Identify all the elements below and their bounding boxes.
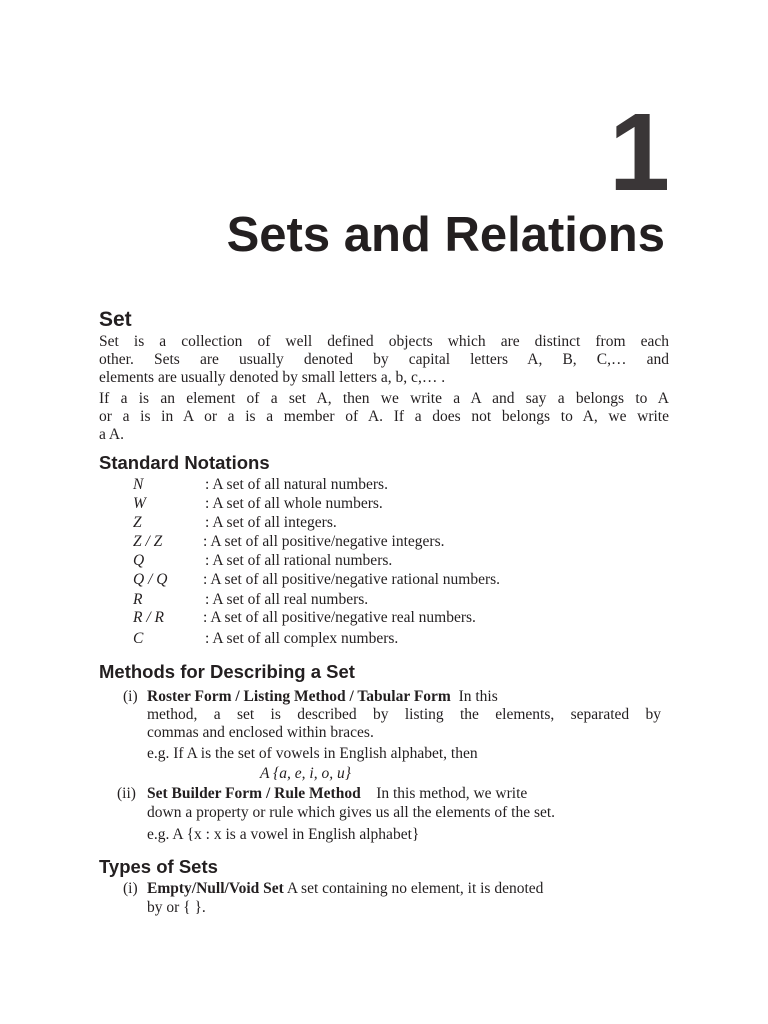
roster-example: e.g. If A is the set of vowels in English alphabet, then <box>147 745 478 762</box>
notation-description: : A set of all positive/negative real numbers. <box>203 609 476 626</box>
roster-formula: A {a, e, i, o, u} <box>260 765 351 782</box>
notation-symbol: Q / Q <box>133 571 168 588</box>
chapter-title: Sets and Relations <box>226 208 665 262</box>
set-builder-line <box>147 785 527 803</box>
notation-description: : A set of all real numbers. <box>205 591 369 608</box>
chapter-number: 1 <box>608 91 666 214</box>
notation-description: : A set of all positive/negative rational numbers. <box>203 571 501 588</box>
section-heading-methods: Methods for Describing a Set <box>99 661 355 682</box>
paragraph-line: Set is a collection of well defined objects which are distinct from each <box>99 333 669 350</box>
notation-description: : A set of all rational numbers. <box>205 552 393 569</box>
notation-symbol: C <box>133 630 144 647</box>
paragraph-line: commas and enclosed within braces. <box>147 724 374 742</box>
notation-symbol: Z / Z <box>133 533 163 550</box>
set-builder-example: e.g. A {x : x is a vowel in English alphabet} <box>147 826 420 843</box>
list-numeral: (i) <box>123 688 138 705</box>
set-builder-text-line: down a property or rule which gives us all the elements of the set. <box>147 804 556 821</box>
notation-symbol: W <box>133 495 146 512</box>
section-heading-set: Set <box>99 308 132 331</box>
list-numeral: (i) <box>123 880 138 897</box>
roster-form-title: Roster Form / Listing Method / Tabular Form <box>147 688 451 705</box>
set-definition-paragraph <box>99 333 669 388</box>
notation-symbol: R / R <box>133 609 164 626</box>
paragraph-line: method, a set is described by listing the elements, separated by <box>147 706 661 723</box>
section-heading-standard-notations: Standard Notations <box>99 452 270 473</box>
paragraph-line: If a is an element of a set A, then we write a A and say a belongs to A <box>99 390 669 407</box>
set-builder-title: Set Builder Form / Rule Method <box>147 785 361 802</box>
roster-form-line <box>147 688 498 706</box>
notation-description: : A set of all natural numbers. <box>205 476 388 493</box>
section-heading-types-of-sets: Types of Sets <box>99 856 218 877</box>
paragraph-line: a A. <box>99 426 124 444</box>
notation-description: : A set of all integers. <box>205 514 337 531</box>
empty-set-line <box>147 880 543 898</box>
paragraph-line: elements are usually denoted by small letters a, b, c,… . <box>99 369 446 387</box>
notation-description: : A set of all whole numbers. <box>205 495 383 512</box>
notation-description: : A set of all positive/negative integers. <box>203 533 445 550</box>
empty-set-text-line: by or { }. <box>147 899 206 916</box>
roster-form-paragraph <box>147 706 661 742</box>
paragraph-line: other. Sets are usually denoted by capital letters A, B, C,… and <box>99 351 669 369</box>
notation-symbol: Z <box>133 514 142 531</box>
set-builder-text: In this method, we write <box>376 785 528 802</box>
notation-symbol: R <box>133 591 143 608</box>
roster-form-text: In this <box>458 688 498 705</box>
notation-symbol: N <box>133 476 144 493</box>
set-membership-paragraph <box>99 390 669 445</box>
empty-set-title: Empty/Null/Void Set <box>147 880 284 897</box>
list-numeral: (ii) <box>117 785 136 802</box>
notation-description: : A set of all complex numbers. <box>205 630 399 647</box>
empty-set-text: A set containing no element, it is denoted <box>286 880 544 897</box>
notation-symbol: Q <box>133 552 145 569</box>
paragraph-line: or a is in A or a is a member of A. If a does not belongs to A, we write <box>99 408 669 426</box>
